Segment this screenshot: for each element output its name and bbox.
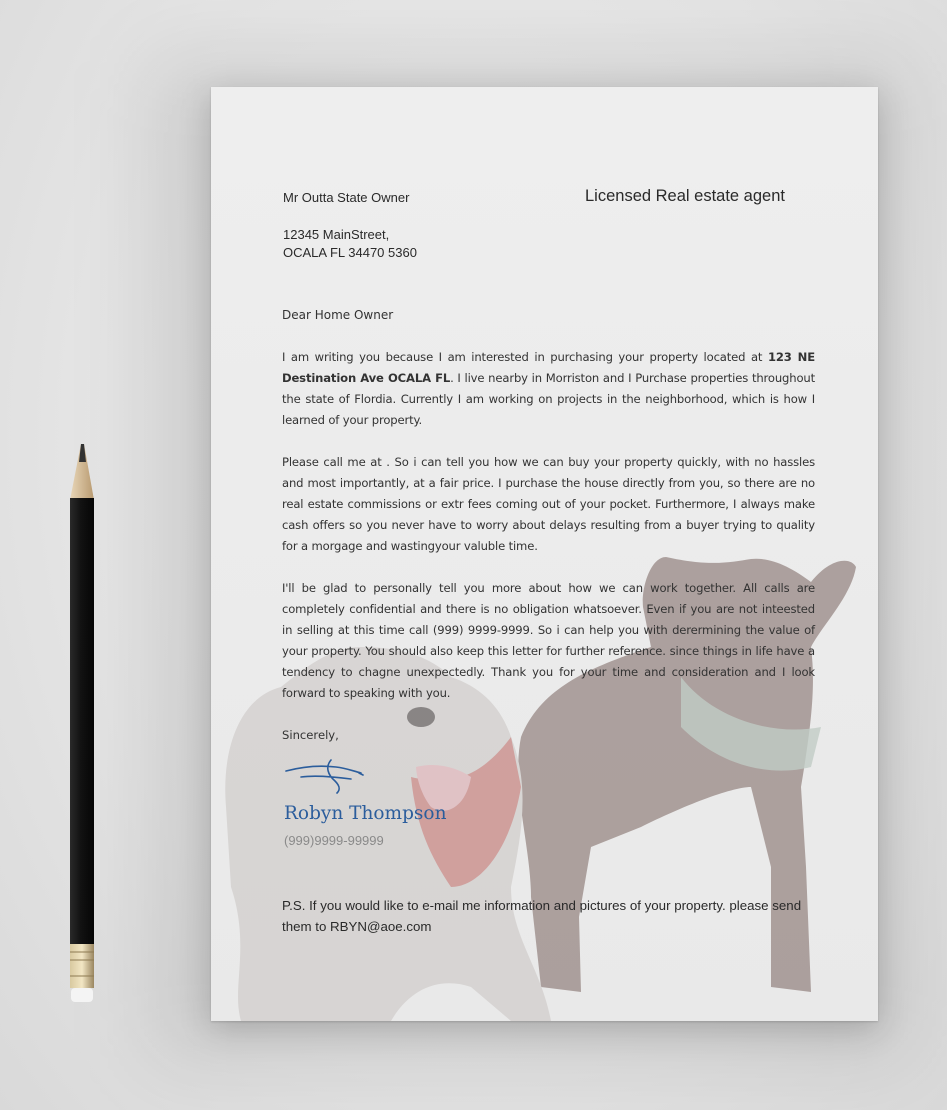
address-line-2: OCALA FL 34470 5360 (283, 245, 417, 260)
phone-number: (999)9999-99999 (284, 833, 384, 848)
salutation: Dear Home Owner (282, 308, 394, 322)
pencil-icon (68, 440, 96, 1006)
postscript: P.S. If you would like to e-mail me information and pictures of your property. please send them to RBYN@aoe.com (282, 898, 802, 934)
paragraph-intro-end: . I live nearby in Morriston and I Purchase properties throughout the state of Flordia. Currently I am working on projects in the neighborhood, which is how I learned of your property. (282, 371, 815, 427)
paragraph-offer: Please call me at . So i can tell you how we can buy your property quickly, with no hassles and most importantly, at a fair price. I purchase the house directly from you, so there are no real estate commissions or extr fees coming out of your pocket. Furthermore, I always make cash offers so you never have to worry about delays resulting from a buyer trying to quality for a morgage and wastingyour valuble time. (282, 455, 815, 553)
address-line-1: 12345 MainStreet, (283, 227, 390, 242)
owner-name: Mr Outta State Owner (283, 190, 410, 205)
paragraph-intro (282, 347, 815, 431)
property-address: 123 NE Destination Ave OCALA FL (282, 350, 815, 385)
agent-heading: Licensed Real estate agent (585, 187, 785, 205)
closing: Sincerely, (282, 728, 339, 742)
owner-address (283, 226, 417, 262)
signature-name: Robyn Thompson (284, 803, 447, 824)
letter-paper (211, 87, 878, 1021)
paragraph-intro-start: I am writing you because I am interested in purchasing your property located at (282, 350, 768, 364)
signature-icon (281, 755, 371, 795)
paragraph-contact: I'll be glad to personally tell you more about how we can work together. All calls are completely confidential and there is no obligation whatsoever. Even if you are not inteested in selling at this time call (999) 9999-9999. So i can help you with derermining the value of your property. You should also keep this letter for further reference. since things in life have a tendency to chagne unexpectedly. Thank you for your time and consideration and I look forward to speaking with you. (282, 581, 815, 700)
